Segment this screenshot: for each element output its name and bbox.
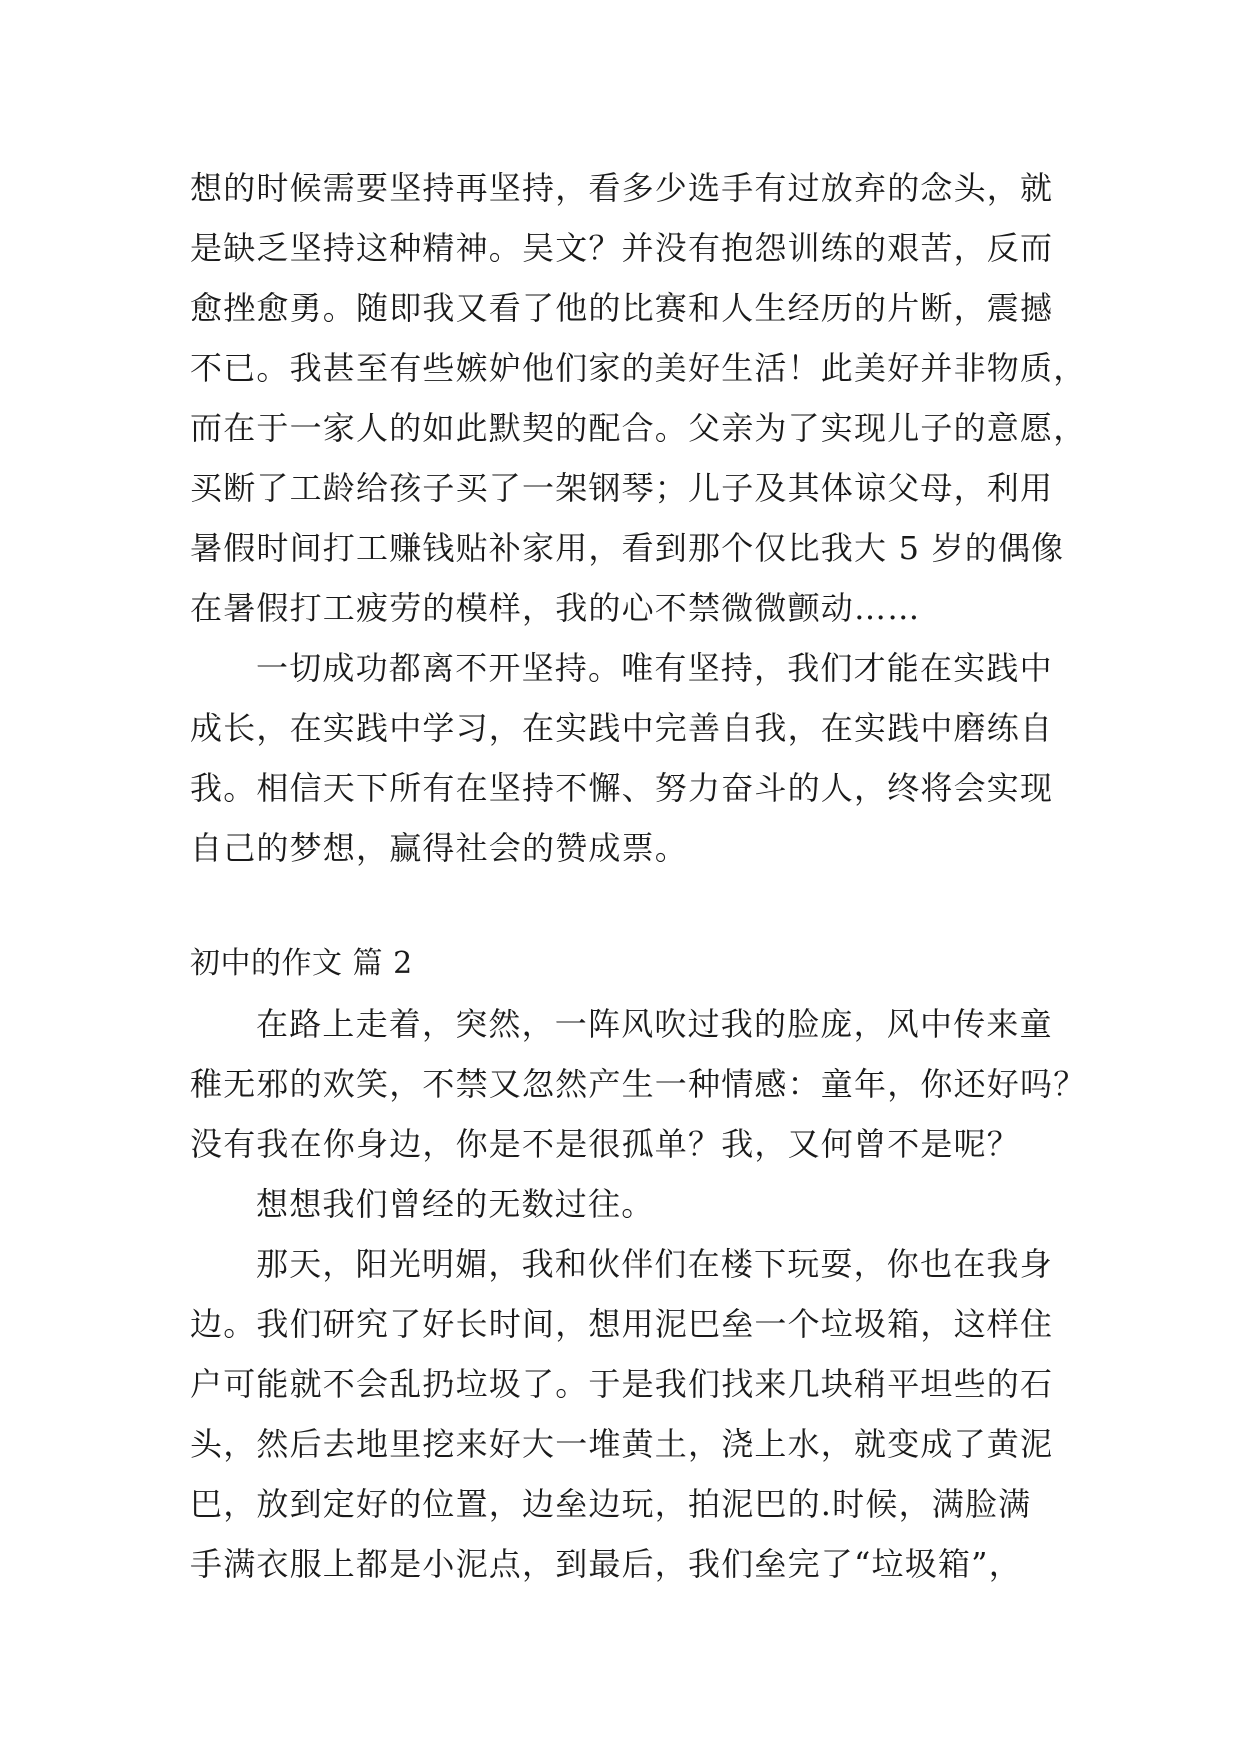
text-line: 愈挫愈勇。随即我又看了他的比赛和人生经历的片断，震撼 <box>190 289 1054 327</box>
text-line: 手满衣服上都是小泥点，到最后，我们垒完了“垃圾箱”， <box>190 1545 1022 1583</box>
text-line: 巴，放到定好的位置，边垒边玩，拍泥巴的.时候，满脸满 <box>190 1485 1032 1523</box>
essay-title: 初中的作文 篇 2 <box>190 946 413 981</box>
text-line: 头，然后去地里挖来好大一堆黄土，浇上水，就变成了黄泥 <box>190 1425 1054 1463</box>
text-line: 我。相信天下所有在坚持不懈、努力奋斗的人，终将会实现 <box>190 769 1054 807</box>
text-line: 一切成功都离不开坚持。唯有坚持，我们才能在实践中 <box>256 649 1053 687</box>
paragraph-conclusion <box>190 638 1056 878</box>
paragraph-continuation <box>190 158 1087 638</box>
text-line: 在路上走着，突然，一阵风吹过我的脸庞，风中传来童 <box>256 1005 1053 1043</box>
text-line: 是缺乏坚持这种精神。吴文？并没有抱怨训练的艰苦，反而 <box>190 229 1054 267</box>
essay2-paragraph-1 <box>190 994 1087 1174</box>
text-line: 户可能就不会乱扔垃圾了。于是我们找来几块稍平坦些的石 <box>190 1365 1054 1403</box>
section-spacer <box>190 878 1056 934</box>
text-line: 不已。我甚至有些嫉妒他们家的美好生活！此美好并非物质， <box>190 349 1087 387</box>
text-line: 边。我们研究了好长时间，想用泥巴垒一个垃圾箱，这样住 <box>190 1305 1054 1343</box>
text-line: 那天，阳光明媚，我和伙伴们在楼下玩耍，你也在我身 <box>256 1245 1053 1283</box>
text-line: 买断了工龄给孩子买了一架钢琴；儿子及其体谅父母，利用 <box>190 469 1054 507</box>
text-line: 成长，在实践中学习，在实践中完善自我，在实践中磨练自 <box>190 709 1054 747</box>
text-line: 想的时候需要坚持再坚持，看多少选手有过放弃的念头，就 <box>190 169 1054 207</box>
document-body <box>190 158 1087 1594</box>
text-line: 暑假时间打工赚钱贴补家用，看到那个仅比我大 5 岁的偶像 <box>190 529 1065 567</box>
text-line: 没有我在你身边，你是不是很孤单？我，又何曾不是呢？ <box>190 1125 1021 1163</box>
essay2-paragraph-3 <box>190 1234 1056 1594</box>
text-line: 在暑假打工疲劳的模样，我的心不禁微微颤动…… <box>190 589 921 627</box>
essay2-paragraph-2 <box>190 1174 1056 1234</box>
text-line: 稚无邪的欢笑，不禁又忽然产生一种情感：童年，你还好吗？ <box>190 1065 1087 1103</box>
text-line: 自己的梦想，赢得社会的赞成票。 <box>190 829 689 867</box>
text-line: 想想我们曾经的无数过往。 <box>256 1185 655 1223</box>
text-line: 而在于一家人的如此默契的配合。父亲为了实现儿子的意愿， <box>190 409 1087 447</box>
